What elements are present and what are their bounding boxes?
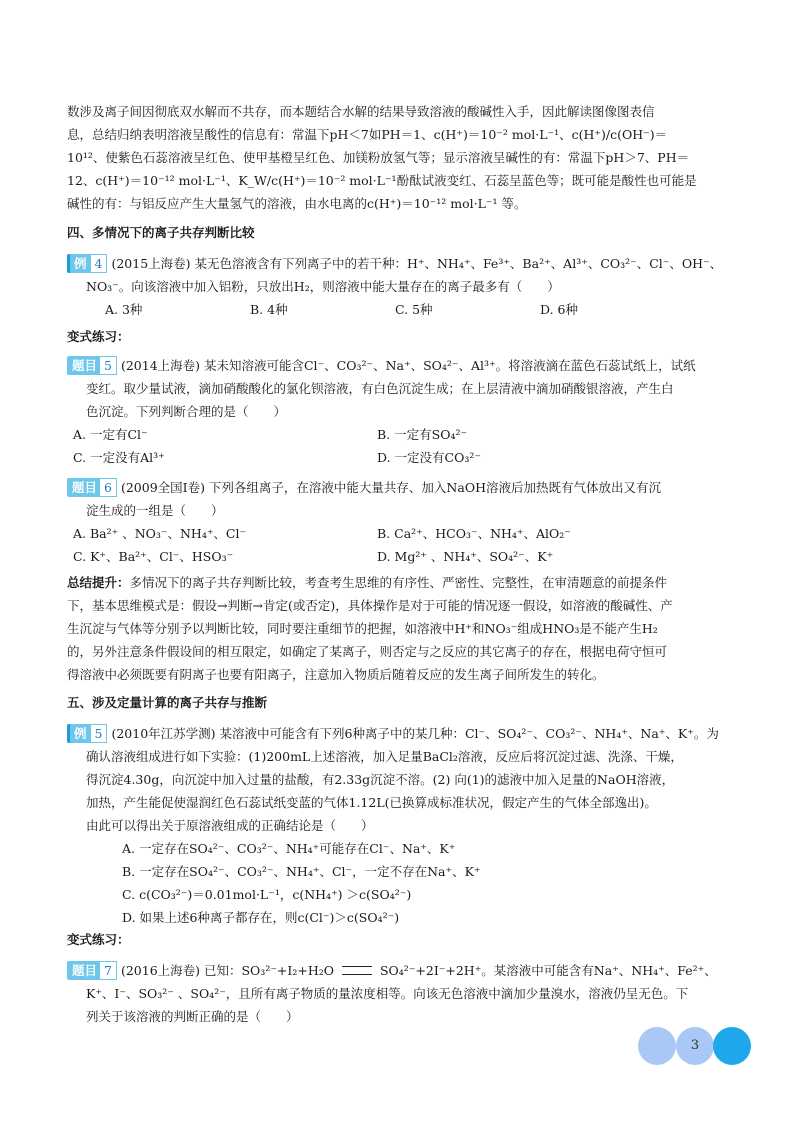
question-line: 由此可以得出关于原溶液组成的正确结论是（ ） — [86, 818, 374, 833]
question-line: (2015上海卷) 某无色溶液含有下列离子中的若干种：H⁺、NH₄⁺、Fe³⁺、Ba²⁺、Al³⁺、CO₃²⁻、Cl⁻、OH⁻、 — [111, 256, 723, 271]
intro-line: 12、c(H⁺)＝10⁻¹² mol·L⁻¹、K_W/c(H⁺)＝10⁻² mol·L⁻¹酚酞试液变红、石蕊呈蓝色等；既可能是酸性也可能是 — [67, 173, 697, 188]
options-row — [67, 298, 737, 321]
example-number: 5 — [90, 724, 108, 743]
option-b: B. 4种 — [250, 302, 288, 317]
page-decoration-circle — [638, 1027, 676, 1065]
page-decoration-circle — [713, 1027, 751, 1065]
option-d: D. 6种 — [540, 302, 578, 317]
question-number: 5 — [99, 356, 117, 375]
section-heading: 五、涉及定量计算的离子共存与推断 — [67, 695, 268, 710]
intro-line: 息，总结归纳表明溶液呈酸性的信息有：常温下pH＜7如PH＝1、c(H⁺)＝10⁻² mol·L⁻¹、c(H⁺)/c(OH⁻)＝ — [67, 127, 668, 142]
summary-line: 多情况下的离子共存判断比较，考查考生思维的有序性、严密性、完整性，在审清题意的前提条件 — [129, 575, 668, 590]
options-row — [67, 446, 737, 469]
summary-line: 得溶液中必须既要有阴离子也要有阳离子，注意加入物质后随着反应的发生离子间所发生的转化。 — [67, 667, 605, 682]
option-c: C. 5种 — [395, 302, 433, 317]
summary-line: 的，另外注意条件假设间的相互限定，如确定了某离子，则否定与之反应的其它离子的存在，根据电荷守恒可 — [67, 644, 668, 659]
question-line: (2014上海卷) 某未知溶液可能含Cl⁻、CO₃²⁻、Na⁺、SO₄²⁻、Al³⁺。将溶液滴在蓝色石蕊试纸上，试纸 — [120, 358, 696, 373]
question-tag: 题目 — [67, 356, 102, 375]
summary-line: 下，基本思维模式是：假设→判断→肯定(或否定)，具体操作是对于可能的情况逐一假设，如溶液的酸碱性、产 — [67, 598, 673, 613]
question-tag: 题目 — [67, 961, 102, 980]
question-line: 确认溶液组成进行如下实验：(1)200mL上述溶液，加入足量BaCl₂溶液，反应后将沉淀过滤、洗涤、干燥， — [86, 749, 683, 764]
options-row — [67, 522, 737, 545]
question-line: K⁺、I⁻、SO₃²⁻ 、SO₄²⁻，且所有离子物质的量浓度相等。向该无色溶液中滴加少量溴水，溶液仍呈无色。下 — [86, 986, 689, 1001]
option-b: B. 一定存在SO₄²⁻、CO₃²⁻、NH₄⁺、Cl⁻，一定不存在Na⁺、K⁺ — [122, 864, 481, 879]
option-b: B. 一定有SO₄²⁻ — [377, 427, 468, 442]
question-7 — [67, 958, 737, 1028]
question-line: (2016上海卷) 已知：SO₃²⁻+I₂+H₂O — [120, 963, 334, 978]
question-line: 色沉淀。下列判断合理的是（ ） — [86, 404, 287, 419]
option-d: D. 一定没有CO₃²⁻ — [377, 450, 481, 465]
equilibrium-sign — [342, 966, 372, 975]
section-heading: 四、多情况下的离子共存判断比较 — [67, 225, 255, 240]
option-d: D. 如果上述6种离子都存在，则c(Cl⁻)＞c(SO₄²⁻) — [122, 910, 400, 925]
question-6 — [67, 475, 737, 568]
question-line: SO₄²⁻+2I⁻+2H⁺。某溶液中可能含有Na⁺、NH₄⁺、Fe²⁺、 — [379, 963, 717, 978]
option-a: A. 一定有Cl⁻ — [73, 427, 148, 442]
question-line: 得沉淀4.30g，向沉淀中加入过量的盐酸，有2.33g沉淀不溶。(2) 向(1)的滤液中加入足量的NaOH溶液， — [86, 772, 675, 787]
example-4 — [67, 251, 737, 321]
option-c: C. K⁺、Ba²⁺、Cl⁻、HSO₃⁻ — [73, 549, 234, 564]
question-line: 淀生成的一组是（ ） — [86, 503, 224, 518]
intro-paragraph — [67, 100, 732, 215]
options-row — [67, 423, 737, 446]
question-line: 加热，产生能促使湿润红色石蕊试纸变蓝的气体1.12L(已换算成标准状况，假定产生的气体全部逸出)。 — [86, 795, 657, 810]
option-a: A. 一定存在SO₄²⁻、CO₃²⁻、NH₄⁺可能存在Cl⁻、Na⁺、K⁺ — [122, 841, 456, 856]
intro-line: 碱性的有：与铝反应产生大量氢气的溶液，由水电离的c(H⁺)＝10⁻¹² mol·L⁻¹ 等。 — [67, 196, 527, 211]
variant-label: 变式练习： — [67, 932, 130, 947]
question-line: (2010年江苏学测) 某溶液中可能含有下列6种离子中的某几种：Cl⁻、SO₄²⁻、CO₃²⁻、NH₄⁺、Na⁺、K⁺。为 — [111, 726, 719, 741]
example-number: 4 — [90, 254, 108, 273]
option-c: C. 一定没有Al³⁺ — [73, 450, 165, 465]
summary-label: 总结提升： — [67, 575, 130, 590]
question-line: (2009全国Ⅰ卷) 下列各组离子，在溶液中能大量共存、加入NaOH溶液后加热既有气体放出又有沉 — [120, 480, 661, 495]
example-tag: 例 — [67, 724, 93, 743]
question-line: 变红。取少量试液，滴加硝酸酸化的氯化钡溶液，有白色沉淀生成；在上层清液中滴加硝酸银溶液，产生白 — [86, 381, 674, 396]
option-a: A. 3种 — [105, 302, 143, 317]
option-d: D. Mg²⁺ 、NH₄⁺、SO₄²⁻、K⁺ — [377, 549, 554, 564]
question-5 — [67, 353, 737, 469]
example-5 — [67, 721, 737, 929]
question-tag: 题目 — [67, 478, 102, 497]
page-number: 3 — [690, 1038, 700, 1053]
summary-paragraph — [67, 571, 732, 686]
intro-line: 10¹²、使紫色石蕊溶液呈红色、使甲基橙呈红色、加镁粉放氢气等；显示溶液呈碱性的有：常温下pH＞7、PH＝ — [67, 150, 690, 165]
question-line: NO₃⁻。向该溶液中加入铝粉，只放出H₂，则溶液中能大量存在的离子最多有（ ） — [86, 279, 560, 294]
intro-line: 数涉及离子间因彻底双水解而不共存，而本题结合水解的结果导致溶液的酸碱性入手，因此解读图像图表信 — [67, 104, 655, 119]
question-number: 7 — [99, 961, 117, 980]
example-tag: 例 — [67, 254, 93, 273]
summary-line: 生沉淀与气体等分别予以判断比较，同时要注重细节的把握，如溶液中H⁺和NO₃⁻组成HNO₃是不能产生H₂ — [67, 621, 658, 636]
question-number: 6 — [99, 478, 117, 497]
options-row — [67, 545, 737, 568]
option-b: B. Ca²⁺、HCO₃⁻、NH₄⁺、AlO₂⁻ — [377, 526, 571, 541]
option-a: A. Ba²⁺ 、NO₃⁻、NH₄⁺、Cl⁻ — [73, 526, 247, 541]
question-line: 列关于该溶液的判断正确的是（ ） — [86, 1009, 299, 1024]
variant-label: 变式练习： — [67, 329, 130, 344]
option-c: C. c(CO₃²⁻)＝0.01mol·L⁻¹，c(NH₄⁺) ＞c(SO₄²⁻) — [122, 887, 412, 902]
